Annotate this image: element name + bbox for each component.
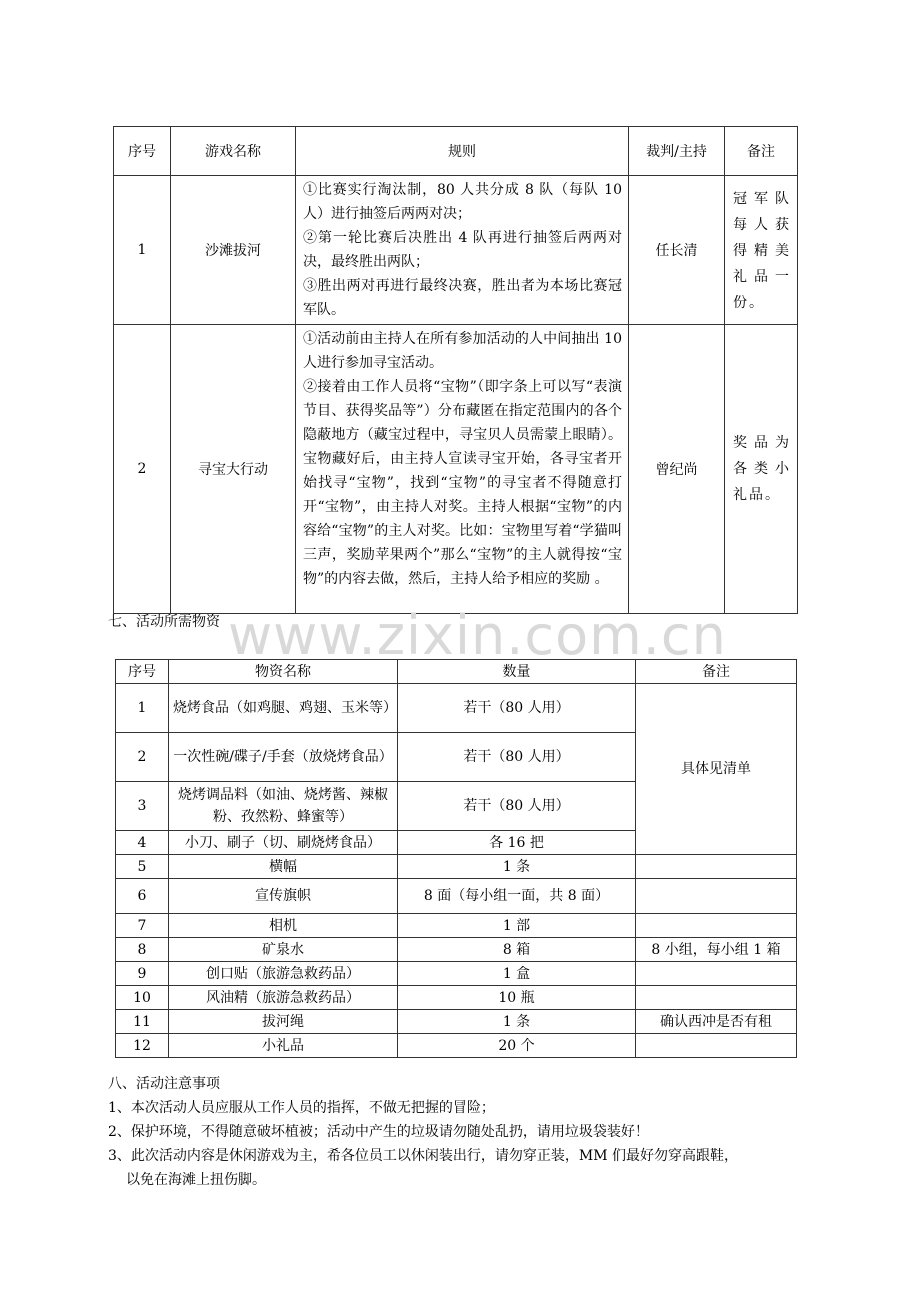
notice-item: 2、保护环境，不得随意破坏植被；活动中产生的垃圾请勿随处乱扔，请用垃圾袋装好！ bbox=[108, 1124, 649, 1140]
supply-note: 8 小组，每小组 1 箱 bbox=[636, 938, 797, 962]
game-judge: 曾纪尚 bbox=[629, 325, 725, 614]
rule-line: ①活动前由主持人在所有参加活动的人中间抽出 10 人进行参加寻宝活动。 bbox=[303, 331, 622, 371]
supply-qty: 1 盒 bbox=[398, 962, 636, 986]
game-rules bbox=[296, 176, 629, 325]
supply-name: 小礼品 bbox=[169, 1034, 398, 1058]
supply-note bbox=[636, 855, 797, 879]
game-rules bbox=[296, 325, 629, 614]
supply-note bbox=[636, 879, 797, 914]
header-no: 序号 bbox=[116, 660, 169, 684]
table-row bbox=[116, 684, 797, 733]
table-row bbox=[116, 962, 797, 986]
supplies-table bbox=[115, 659, 797, 1058]
supply-name: 风油精（旅游急救药品） bbox=[169, 986, 398, 1010]
supply-note bbox=[636, 962, 797, 986]
game-name: 寻宝大行动 bbox=[171, 325, 296, 614]
table-row bbox=[116, 914, 797, 938]
supply-qty: 若干（80 人用） bbox=[398, 733, 636, 782]
game-no: 2 bbox=[114, 325, 171, 614]
table-row bbox=[116, 986, 797, 1010]
supply-no: 5 bbox=[116, 855, 169, 879]
game-note: 奖品为各类小礼品。 bbox=[725, 325, 798, 614]
supply-name: 相机 bbox=[169, 914, 398, 938]
supply-name: 烧烤调品料（如油、烧烤酱、辣椒粉、孜然粉、蜂蜜等） bbox=[169, 782, 398, 831]
supply-name: 横幅 bbox=[169, 855, 398, 879]
header-judge: 裁判/主持 bbox=[629, 127, 725, 176]
supply-no: 1 bbox=[116, 684, 169, 733]
table-row bbox=[116, 879, 797, 914]
supply-qty: 1 部 bbox=[398, 914, 636, 938]
rule-line: ③胜出两对再进行最终决赛，胜出者为本场比赛冠军队。 bbox=[303, 278, 622, 318]
supply-qty: 1 条 bbox=[398, 1010, 636, 1034]
header-no: 序号 bbox=[114, 127, 171, 176]
header-rules: 规则 bbox=[296, 127, 629, 176]
supply-merged-note: 具体见清单 bbox=[636, 684, 797, 855]
section-8 bbox=[108, 1072, 828, 1192]
supply-qty: 若干（80 人用） bbox=[398, 684, 636, 733]
supply-note bbox=[636, 1034, 797, 1058]
notice-item: 3、此次活动内容是休闲游戏为主，希各位员工以休闲装出行，请勿穿正装，MM 们最好勿穿高跟鞋， bbox=[108, 1148, 739, 1164]
table-row bbox=[116, 855, 797, 879]
supply-name: 小刀、刷子（切、刷烧烤食品） bbox=[169, 831, 398, 855]
supply-no: 4 bbox=[116, 831, 169, 855]
supply-no: 11 bbox=[116, 1010, 169, 1034]
games-table bbox=[113, 126, 798, 614]
game-name: 沙滩拔河 bbox=[171, 176, 296, 325]
rule-line: ②接着由工作人员将“宝物”（即字条上可以写“表演节目、获得奖品等”）分布藏匿在指定范围内的各个隐蔽地方（藏宝过程中，寻宝贝人员需蒙上眼睛）。宝物藏好后，由主持人宣读寻宝开始，各寻宝者开始找寻“宝物”，找到“宝物”的寻宝者不得随意打开“宝物”，由主持人对奖。主持人根据“宝物”的内容给“宝物”的主人对奖。比如：宝物里写着“学猫叫三声，奖励苹果两个”那么“宝物”的主人就得按“宝物”的内容去做，然后，主持人给予相应的奖励 。 bbox=[303, 379, 622, 587]
games-header-row bbox=[114, 127, 798, 176]
section-7-title: 七、活动所需物资 bbox=[108, 614, 220, 630]
supply-no: 6 bbox=[116, 879, 169, 914]
supply-no: 8 bbox=[116, 938, 169, 962]
table-row bbox=[116, 1034, 797, 1058]
supply-no: 12 bbox=[116, 1034, 169, 1058]
watermark: www.zixin.com.cn bbox=[228, 604, 727, 667]
header-note: 备注 bbox=[725, 127, 798, 176]
supply-name: 一次性碗/碟子/手套（放烧烤食品） bbox=[169, 733, 398, 782]
notice-item: 1、本次活动人员应服从工作人员的指挥，不做无把握的冒险； bbox=[108, 1100, 495, 1116]
supply-name: 创口贴（旅游急救药品） bbox=[169, 962, 398, 986]
rule-line: ②第一轮比赛后决胜出 4 队再进行抽签后两两对决，最终胜出两队； bbox=[303, 230, 622, 270]
supply-no: 7 bbox=[116, 914, 169, 938]
game-no: 1 bbox=[114, 176, 171, 325]
supply-qty: 各 16 把 bbox=[398, 831, 636, 855]
notice-item-continuation: 以免在海滩上扭伤脚。 bbox=[126, 1172, 266, 1188]
supply-name: 烧烤食品（如鸡腿、鸡翅、玉米等） bbox=[169, 684, 398, 733]
supply-qty: 10 瓶 bbox=[398, 986, 636, 1010]
game-judge: 任长清 bbox=[629, 176, 725, 325]
supply-qty: 1 条 bbox=[398, 855, 636, 879]
supply-no: 3 bbox=[116, 782, 169, 831]
table-row bbox=[114, 176, 798, 325]
table-row bbox=[116, 938, 797, 962]
supply-name: 拔河绳 bbox=[169, 1010, 398, 1034]
game-note: 冠军队每人获得精美礼品一份。 bbox=[725, 176, 798, 325]
header-note: 备注 bbox=[636, 660, 797, 684]
supply-note: 确认西冲是否有租 bbox=[636, 1010, 797, 1034]
supplies-header-row bbox=[116, 660, 797, 684]
supply-note bbox=[636, 914, 797, 938]
supply-qty: 8 面（每小组一面，共 8 面） bbox=[398, 879, 636, 914]
supply-no: 2 bbox=[116, 733, 169, 782]
header-quantity: 数量 bbox=[398, 660, 636, 684]
supply-qty: 若干（80 人用） bbox=[398, 782, 636, 831]
header-item-name: 物资名称 bbox=[169, 660, 398, 684]
supply-qty: 20 个 bbox=[398, 1034, 636, 1058]
header-game-name: 游戏名称 bbox=[171, 127, 296, 176]
supply-no: 10 bbox=[116, 986, 169, 1010]
supply-name: 宣传旗帜 bbox=[169, 879, 398, 914]
section-8-title: 八、活动注意事项 bbox=[108, 1076, 220, 1092]
supply-note bbox=[636, 986, 797, 1010]
supply-qty: 8 箱 bbox=[398, 938, 636, 962]
table-row bbox=[116, 1010, 797, 1034]
rule-line: ①比赛实行淘汰制，80 人共分成 8 队（每队 10 人）进行抽签后两两对决； bbox=[303, 182, 622, 222]
table-row bbox=[114, 325, 798, 614]
supply-name: 矿泉水 bbox=[169, 938, 398, 962]
supply-no: 9 bbox=[116, 962, 169, 986]
